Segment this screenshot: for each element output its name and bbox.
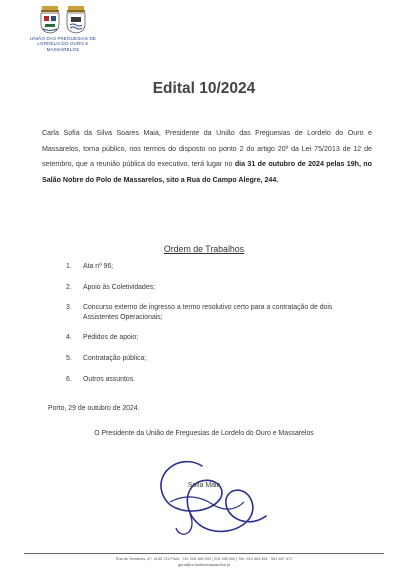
lordelo-crest-icon [39,6,61,34]
agenda-item [66,283,356,292]
org-name-line1: UNIÃO DAS FREGUESIAS DE [29,36,97,41]
agenda-list [66,262,356,395]
agenda-item-number: 4. [66,334,72,342]
document-date: Porto, 29 de outubro de 2024. [48,405,140,412]
agenda-item-text: Ata nº 96; [83,263,114,270]
footer [0,556,408,568]
agenda-item [66,375,356,384]
signature-scribble [140,444,280,544]
intro-paragraph [42,126,372,188]
header [28,6,98,52]
massarelos-crest-icon [65,6,87,34]
signer-name: Sofia Maia [187,482,221,489]
agenda-item-text: Outros assuntos. [83,375,136,383]
agenda-item-text: Concurso externo de ingresso a termo resolutivo certo para a contratação de dois Assistentes Operacionais; [83,304,333,321]
agenda-item [66,333,356,342]
agenda-item [66,354,356,363]
footer-divider [24,553,384,554]
document-title: Edital 10/2024 [152,80,256,97]
org-name [28,36,98,52]
agenda-item [66,303,356,321]
footer-address: Rua de Serralves, 67, 4150-711 Porto · Tel. 226 166 990 | 226 166 000 | Tlm. 914 394 461 · 961 557 471 [115,557,293,561]
agenda-item-number: 6. [66,375,72,383]
org-name-line2: LORDELO DO OURO E MASSARELOS [37,41,89,52]
agenda-item-number: 5. [66,355,72,363]
intro-text: Carla Sofia da Silva Soares Maia, Presidente da União das Freguesias de Lordelo do Ouro e Massarelos, torna público, nos termos do disposto no ponto 2 do artigo 20º da Lei 75/2013 de 12 de setembro, que a reunião pública do executivo, terá lugar no [42,129,372,168]
agenda-item-text: Apoio às Coletividades; [83,283,156,291]
president-title: O Presidente da União de Freguesias de Lordelo do Ouro e Massarelos [94,430,314,437]
agenda-item-text: Pedidos de apoio; [83,334,139,342]
agenda-item-number: 1. [66,263,72,270]
agenda-item-text: Contratação pública; [83,355,147,363]
agenda-item-number: 3. [66,304,72,312]
agenda-title: Ordem de Trabalhos [163,244,245,254]
crests [28,6,98,34]
footer-email[interactable]: geral@uf-lordelomassarelos.pt [178,563,230,567]
agenda-item [66,262,356,271]
agenda-item-number: 2. [66,283,72,291]
intro-bold-text: dia 31 de outubro de 2024 pelas 19h, no Salão Nobre do Polo de Massarelos, sito a Rua do Campo Alegre, 244. [42,160,372,184]
